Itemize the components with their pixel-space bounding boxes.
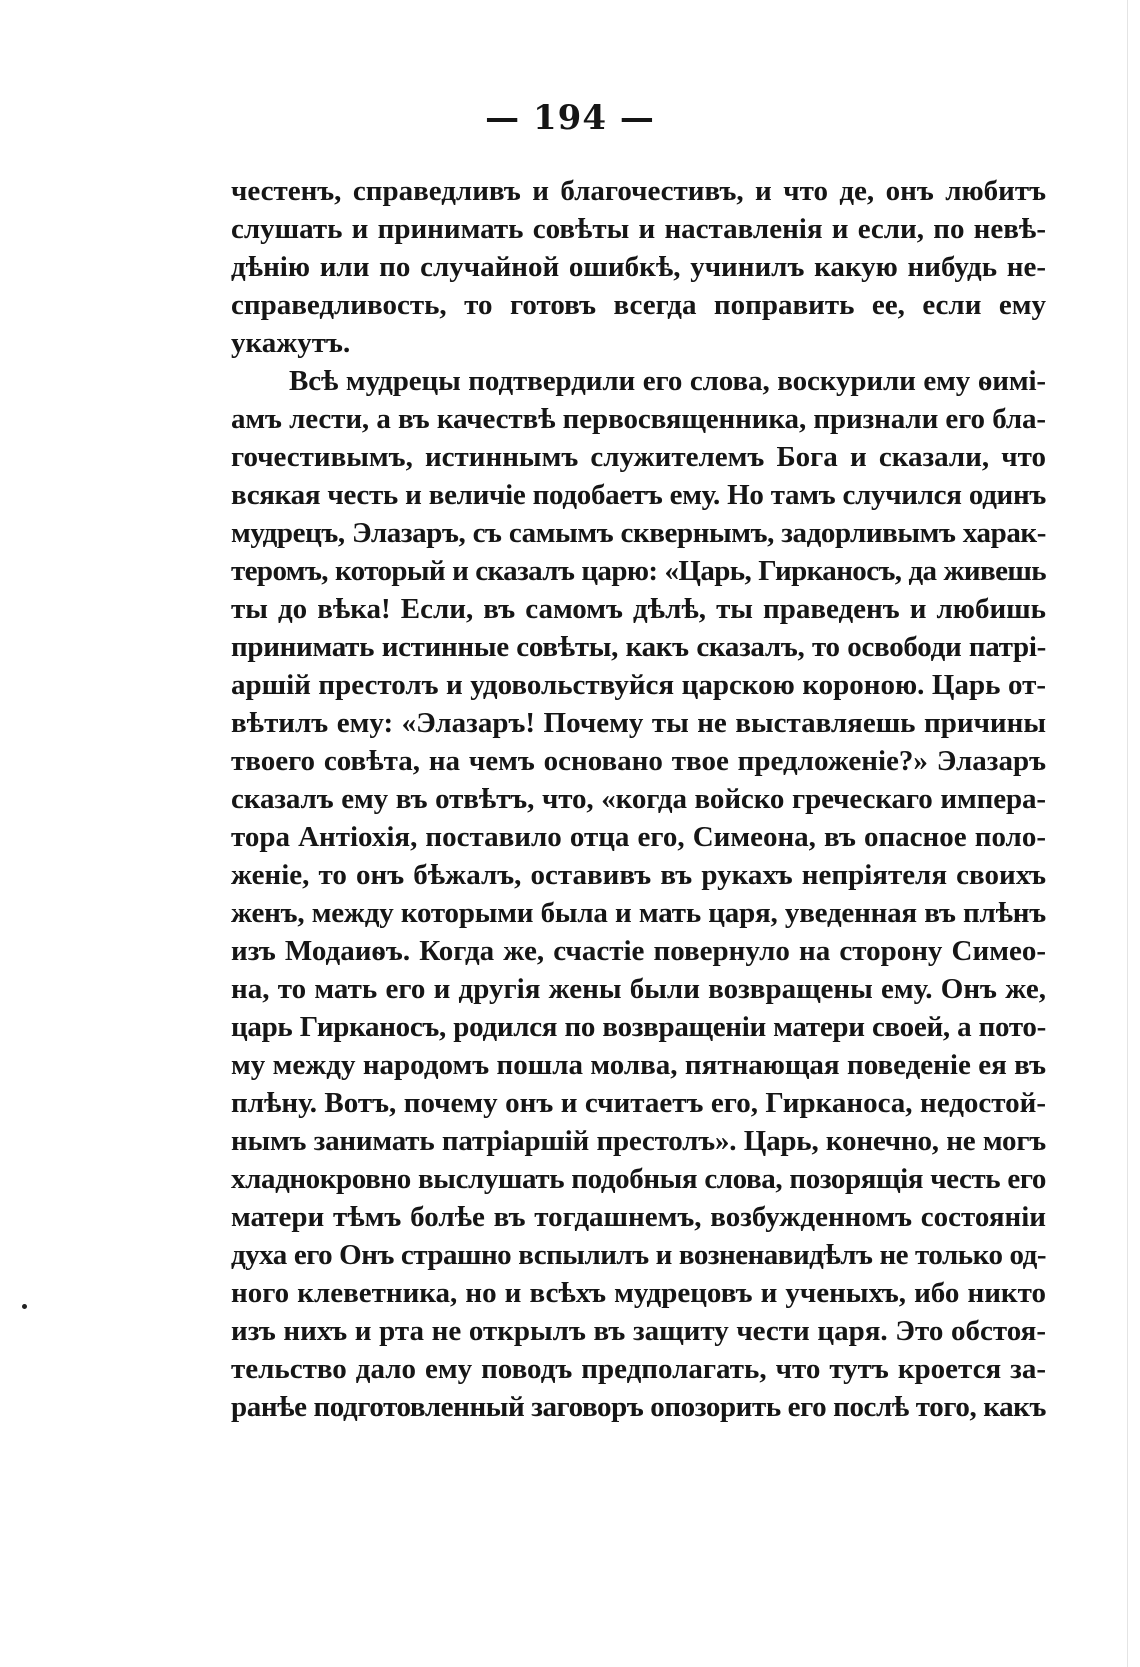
text-line: тора Антіохія, поставило отца его, Симеона, въ опасное поло-: [231, 821, 1046, 853]
text-line: слушать и принимать совѣты и наставленія и если, по невѣ-: [231, 213, 1046, 245]
text-line: женіе, то онъ бѣжалъ, оставивъ въ рукахъ непріятеля своихъ: [231, 859, 1046, 891]
page-edge-shadow: [1127, 0, 1128, 1667]
text-line: теромъ, который и сказалъ царю: «Царь, Гирканосъ, да живешь: [231, 555, 1046, 587]
text-line: ты до вѣка! Если, въ самомъ дѣлѣ, ты праведенъ и любишь: [231, 593, 1046, 625]
text-line: нымъ занимать патріаршій престолъ». Царь, конечно, не могъ: [231, 1125, 1046, 1157]
page-number: — 194 —: [485, 98, 655, 138]
text-line: всякая честь и величіе подобаетъ ему. Но тамъ случился одинъ: [231, 479, 1046, 511]
margin-speck: [22, 1304, 27, 1309]
text-line: сказалъ ему въ отвѣтъ, что, «когда войско греческаго импера-: [231, 783, 1046, 815]
text-line: духа его Онъ страшно вспылилъ и возненавидѣлъ не только од-: [231, 1239, 1046, 1271]
text-line: гочестивымъ, истиннымъ служителемъ Бога и сказали, что: [231, 441, 1046, 473]
text-line: тельство дало ему поводъ предполагать, что тутъ кроется за-: [231, 1353, 1046, 1385]
text-line: вѣтилъ ему: «Элазаръ! Почему ты не выставляешь причины: [231, 707, 1046, 739]
text-line: мудрецъ, Элазаръ, съ самымъ сквернымъ, задорливымъ харак-: [231, 517, 1046, 549]
text-line: твоего совѣта, на чемъ основано твое предложеніе?» Элазаръ: [231, 745, 1046, 777]
paragraph-start-line: Всѣ мудрецы подтвердили его слова, воскурили ему ѳимі-: [289, 365, 1046, 397]
text-line: плѣну. Вотъ, почему онъ и считаетъ его, Гирканоса, недостой-: [231, 1087, 1046, 1119]
text-line: принимать истинные совѣты, какъ сказалъ, то освободи патрі-: [231, 631, 1046, 663]
text-line: ранѣе подготовленный заговоръ опозорить его послѣ того, какъ: [231, 1391, 1046, 1423]
text-line: изъ Модаиѳъ. Когда же, счастіе повернуло на сторону Симео-: [231, 935, 1046, 967]
text-line: му между народомъ пошла молва, пятнающая поведеніе ея въ: [231, 1049, 1046, 1081]
body-text: [231, 172, 1046, 1426]
text-line: амъ лести, а въ качествѣ первосвященника, признали его бла-: [231, 403, 1046, 435]
text-line: ного клеветника, но и всѣхъ мудрецовъ и ученыхъ, ибо никто: [231, 1277, 1046, 1309]
text-line: честенъ, справедливъ и благочестивъ, и что де, онъ любитъ: [231, 175, 1046, 207]
text-line: аршій престолъ и удовольствуйся царскою короною. Царь от-: [231, 669, 1046, 701]
text-line: справедливость, то готовъ всегда поправить ее, если ему: [231, 289, 1046, 321]
text-line: на, то мать его и другія жены были возвращены ему. Онъ же,: [231, 973, 1046, 1005]
text-line: изъ нихъ и рта не открылъ въ защиту чести царя. Это обстоя-: [231, 1315, 1046, 1347]
text-line: женъ, между которыми была и мать царя, уведенная въ плѣнъ: [231, 897, 1046, 929]
text-line: матери тѣмъ болѣе въ тогдашнемъ, возбужденномъ состояніи: [231, 1201, 1046, 1233]
text-line: царь Гирканосъ, родился по возвращеніи матери своей, а пото-: [231, 1011, 1046, 1043]
text-line: хладнокровно выслушать подобныя слова, позорящія честь его: [231, 1163, 1046, 1195]
text-line: дѣнію или по случайной ошибкѣ, учинилъ какую нибудь не-: [231, 251, 1046, 283]
text-line: укажутъ.: [231, 327, 351, 359]
